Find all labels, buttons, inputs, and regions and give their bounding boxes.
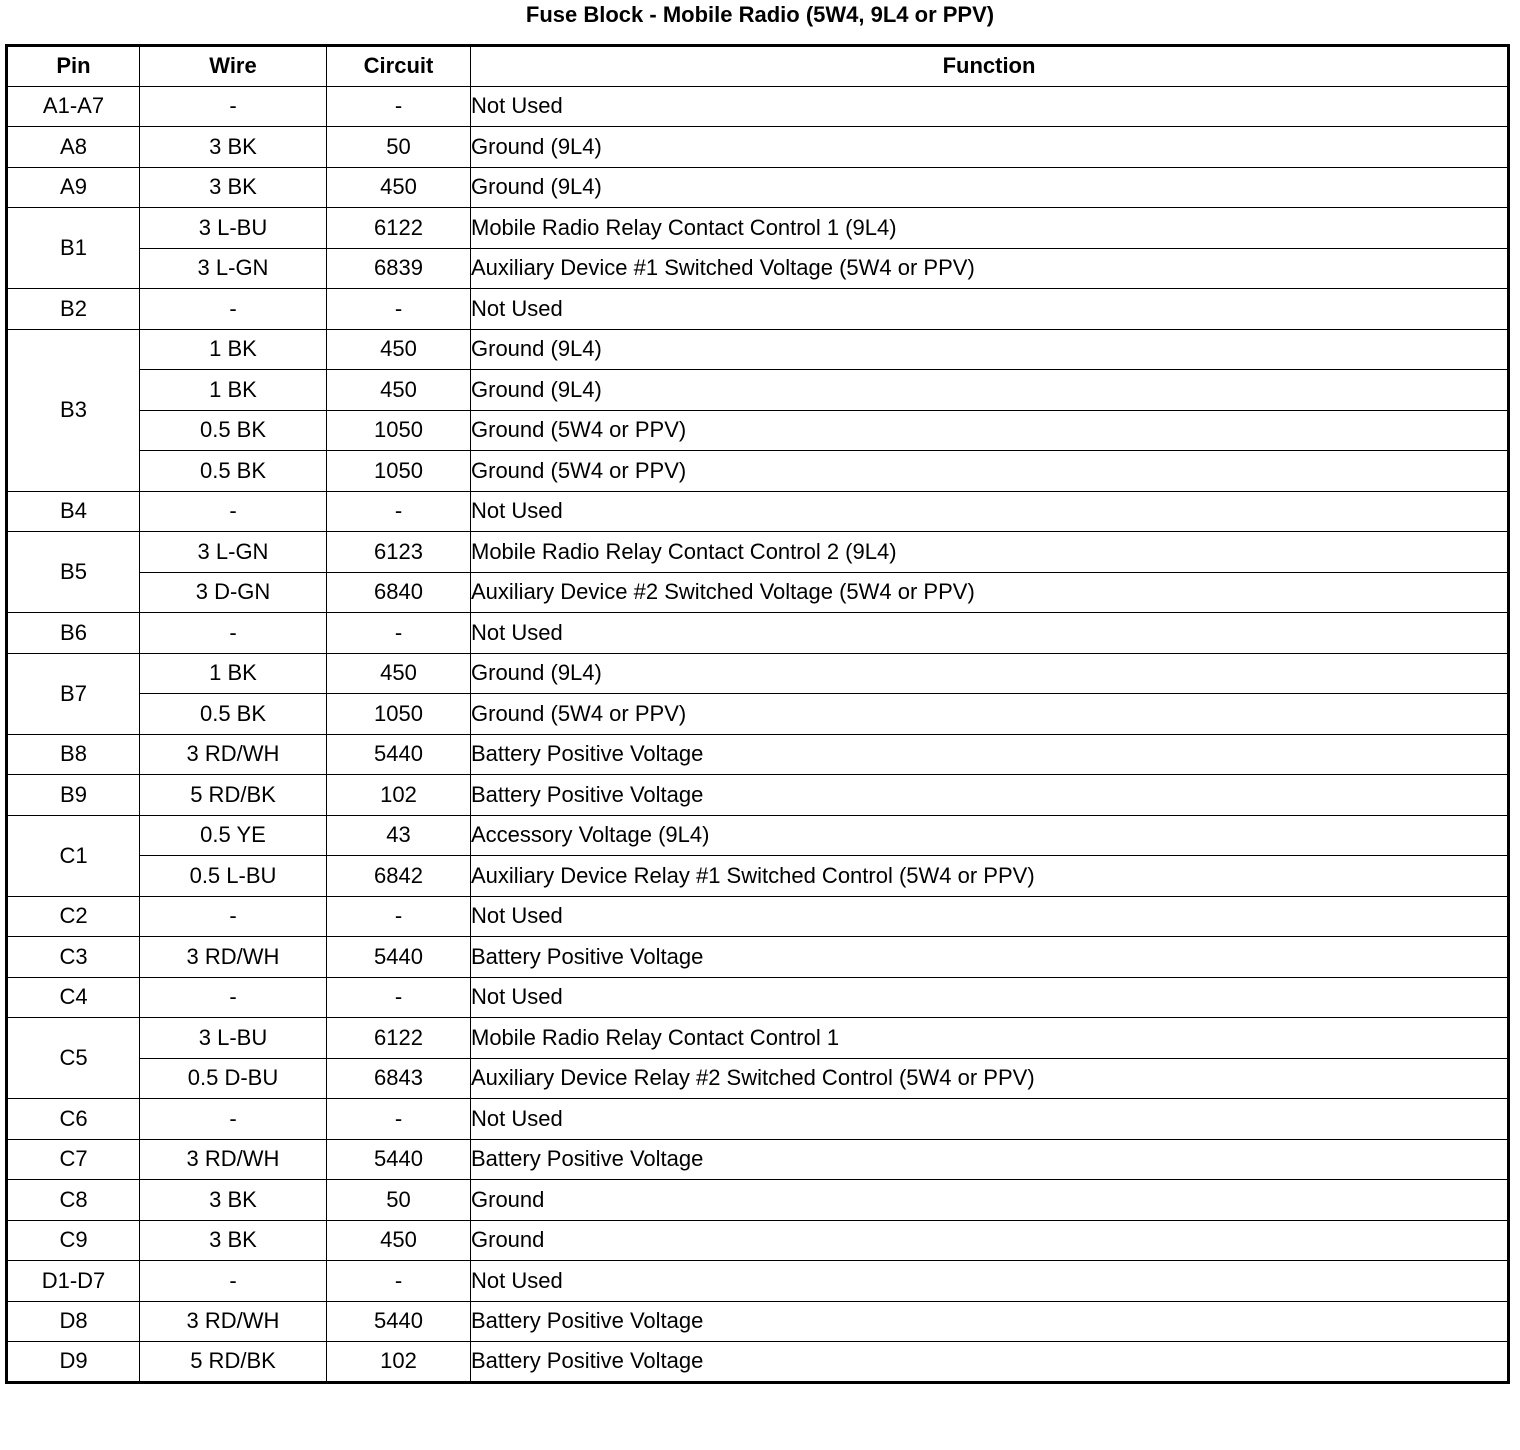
cell-pin: B1 [7, 208, 140, 289]
cell-circuit: 5440 [327, 734, 471, 775]
cell-function: Not Used [471, 1099, 1509, 1140]
cell-wire: 5 RD/BK [140, 775, 327, 816]
cell-wire: 1 BK [140, 329, 327, 370]
cell-circuit: 102 [327, 775, 471, 816]
cell-circuit: - [327, 977, 471, 1018]
cell-circuit: 6843 [327, 1058, 471, 1099]
cell-function: Ground (5W4 or PPV) [471, 451, 1509, 492]
table-row [7, 775, 1509, 816]
table-row [7, 896, 1509, 937]
cell-pin: A9 [7, 167, 140, 208]
cell-circuit: 102 [327, 1342, 471, 1383]
table-row [7, 1099, 1509, 1140]
cell-function: Ground (9L4) [471, 127, 1509, 168]
cell-function: Mobile Radio Relay Contact Control 1 (9L4) [471, 208, 1509, 249]
cell-wire: 3 RD/WH [140, 1301, 327, 1342]
cell-circuit: - [327, 491, 471, 532]
cell-wire: 1 BK [140, 370, 327, 411]
table-row [7, 613, 1509, 654]
table-row [7, 1301, 1509, 1342]
cell-wire: 3 L-BU [140, 1018, 327, 1059]
cell-pin: C5 [7, 1018, 140, 1099]
table-row [7, 653, 1509, 694]
table-row [7, 977, 1509, 1018]
table-row [7, 370, 1509, 411]
cell-function: Auxiliary Device Relay #2 Switched Control (5W4 or PPV) [471, 1058, 1509, 1099]
cell-circuit: - [327, 1261, 471, 1302]
cell-circuit: 6123 [327, 532, 471, 573]
cell-function: Ground (5W4 or PPV) [471, 694, 1509, 735]
cell-function: Not Used [471, 289, 1509, 330]
cell-wire: 0.5 YE [140, 815, 327, 856]
cell-wire: 3 RD/WH [140, 734, 327, 775]
cell-wire: 3 L-BU [140, 208, 327, 249]
cell-wire: 3 BK [140, 1220, 327, 1261]
cell-pin: C8 [7, 1180, 140, 1221]
cell-pin: B8 [7, 734, 140, 775]
cell-pin: D1-D7 [7, 1261, 140, 1302]
table-row [7, 86, 1509, 127]
cell-wire: - [140, 289, 327, 330]
cell-pin: B6 [7, 613, 140, 654]
cell-pin: B5 [7, 532, 140, 613]
cell-function: Not Used [471, 613, 1509, 654]
cell-circuit: 50 [327, 127, 471, 168]
table-row [7, 1058, 1509, 1099]
table-row [7, 248, 1509, 289]
header-function: Function [471, 46, 1509, 87]
table-header [7, 46, 1509, 87]
header-wire: Wire [140, 46, 327, 87]
table-row [7, 1220, 1509, 1261]
cell-circuit: 6839 [327, 248, 471, 289]
table-row [7, 329, 1509, 370]
cell-function: Battery Positive Voltage [471, 1301, 1509, 1342]
table-row [7, 1139, 1509, 1180]
cell-wire: - [140, 896, 327, 937]
cell-pin: C7 [7, 1139, 140, 1180]
cell-pin: C6 [7, 1099, 140, 1140]
cell-wire: 3 RD/WH [140, 1139, 327, 1180]
cell-pin: B9 [7, 775, 140, 816]
cell-function: Not Used [471, 491, 1509, 532]
cell-wire: 3 D-GN [140, 572, 327, 613]
cell-function: Mobile Radio Relay Contact Control 2 (9L4) [471, 532, 1509, 573]
cell-function: Battery Positive Voltage [471, 734, 1509, 775]
cell-circuit: 50 [327, 1180, 471, 1221]
table-row [7, 532, 1509, 573]
cell-circuit: 450 [327, 1220, 471, 1261]
cell-wire: - [140, 977, 327, 1018]
cell-circuit: 1050 [327, 410, 471, 451]
table-row [7, 491, 1509, 532]
cell-function: Battery Positive Voltage [471, 1139, 1509, 1180]
cell-circuit: 6122 [327, 1018, 471, 1059]
cell-circuit: 450 [327, 329, 471, 370]
cell-function: Auxiliary Device #2 Switched Voltage (5W4 or PPV) [471, 572, 1509, 613]
cell-circuit: 6840 [327, 572, 471, 613]
cell-wire: 3 BK [140, 167, 327, 208]
cell-wire: 3 L-GN [140, 248, 327, 289]
header-pin: Pin [7, 46, 140, 87]
cell-pin: B2 [7, 289, 140, 330]
table-row [7, 1018, 1509, 1059]
cell-pin: A8 [7, 127, 140, 168]
cell-function: Ground [471, 1180, 1509, 1221]
cell-function: Ground [471, 1220, 1509, 1261]
cell-pin: C4 [7, 977, 140, 1018]
cell-circuit: - [327, 613, 471, 654]
cell-pin: C1 [7, 815, 140, 896]
cell-circuit: - [327, 1099, 471, 1140]
cell-circuit: 5440 [327, 1139, 471, 1180]
cell-function: Auxiliary Device #1 Switched Voltage (5W4 or PPV) [471, 248, 1509, 289]
cell-pin: B3 [7, 329, 140, 491]
cell-function: Mobile Radio Relay Contact Control 1 [471, 1018, 1509, 1059]
cell-wire: 5 RD/BK [140, 1342, 327, 1383]
cell-function: Ground (5W4 or PPV) [471, 410, 1509, 451]
cell-wire: 3 BK [140, 127, 327, 168]
table-row [7, 815, 1509, 856]
cell-circuit: 6122 [327, 208, 471, 249]
table-body [7, 86, 1509, 1382]
cell-function: Not Used [471, 1261, 1509, 1302]
table-row [7, 1342, 1509, 1383]
cell-pin: A1-A7 [7, 86, 140, 127]
cell-function: Not Used [471, 896, 1509, 937]
table-row [7, 734, 1509, 775]
cell-wire: 0.5 BK [140, 451, 327, 492]
table-row [7, 694, 1509, 735]
cell-circuit: - [327, 896, 471, 937]
cell-wire: 1 BK [140, 653, 327, 694]
cell-circuit: 5440 [327, 1301, 471, 1342]
cell-pin: C2 [7, 896, 140, 937]
cell-circuit: 5440 [327, 937, 471, 978]
cell-wire: - [140, 491, 327, 532]
table-row [7, 410, 1509, 451]
cell-wire: 0.5 BK [140, 694, 327, 735]
cell-circuit: 450 [327, 167, 471, 208]
table-row [7, 1261, 1509, 1302]
cell-pin: B4 [7, 491, 140, 532]
cell-wire: - [140, 1099, 327, 1140]
cell-wire: 3 L-GN [140, 532, 327, 573]
cell-wire: 0.5 L-BU [140, 856, 327, 897]
cell-function: Not Used [471, 977, 1509, 1018]
table-row [7, 289, 1509, 330]
header-row [7, 46, 1509, 87]
cell-function: Battery Positive Voltage [471, 775, 1509, 816]
cell-function: Not Used [471, 86, 1509, 127]
cell-wire: 0.5 BK [140, 410, 327, 451]
header-circuit: Circuit [327, 46, 471, 87]
cell-pin: B7 [7, 653, 140, 734]
table-row [7, 937, 1509, 978]
cell-function: Ground (9L4) [471, 329, 1509, 370]
cell-circuit: - [327, 86, 471, 127]
cell-wire: - [140, 613, 327, 654]
cell-function: Battery Positive Voltage [471, 1342, 1509, 1383]
cell-circuit: 43 [327, 815, 471, 856]
cell-circuit: 6842 [327, 856, 471, 897]
cell-pin: D9 [7, 1342, 140, 1383]
table-row [7, 1180, 1509, 1221]
cell-function: Ground (9L4) [471, 370, 1509, 411]
table-row [7, 127, 1509, 168]
table-row [7, 856, 1509, 897]
cell-function: Battery Positive Voltage [471, 937, 1509, 978]
cell-pin: C3 [7, 937, 140, 978]
cell-circuit: 1050 [327, 694, 471, 735]
cell-function: Accessory Voltage (9L4) [471, 815, 1509, 856]
cell-wire: 0.5 D-BU [140, 1058, 327, 1099]
cell-circuit: - [327, 289, 471, 330]
table-row [7, 451, 1509, 492]
cell-circuit: 450 [327, 653, 471, 694]
cell-pin: C9 [7, 1220, 140, 1261]
cell-function: Ground (9L4) [471, 653, 1509, 694]
pin-table [5, 44, 1510, 1384]
cell-circuit: 450 [327, 370, 471, 411]
cell-function: Auxiliary Device Relay #1 Switched Control (5W4 or PPV) [471, 856, 1509, 897]
cell-pin: D8 [7, 1301, 140, 1342]
cell-wire: - [140, 86, 327, 127]
table-row [7, 572, 1509, 613]
cell-wire: - [140, 1261, 327, 1302]
table-row [7, 167, 1509, 208]
cell-wire: 3 RD/WH [140, 937, 327, 978]
cell-function: Ground (9L4) [471, 167, 1509, 208]
table-row [7, 208, 1509, 249]
cell-circuit: 1050 [327, 451, 471, 492]
page-title: Fuse Block - Mobile Radio (5W4, 9L4 or PPV) [525, 2, 995, 27]
cell-wire: 3 BK [140, 1180, 327, 1221]
